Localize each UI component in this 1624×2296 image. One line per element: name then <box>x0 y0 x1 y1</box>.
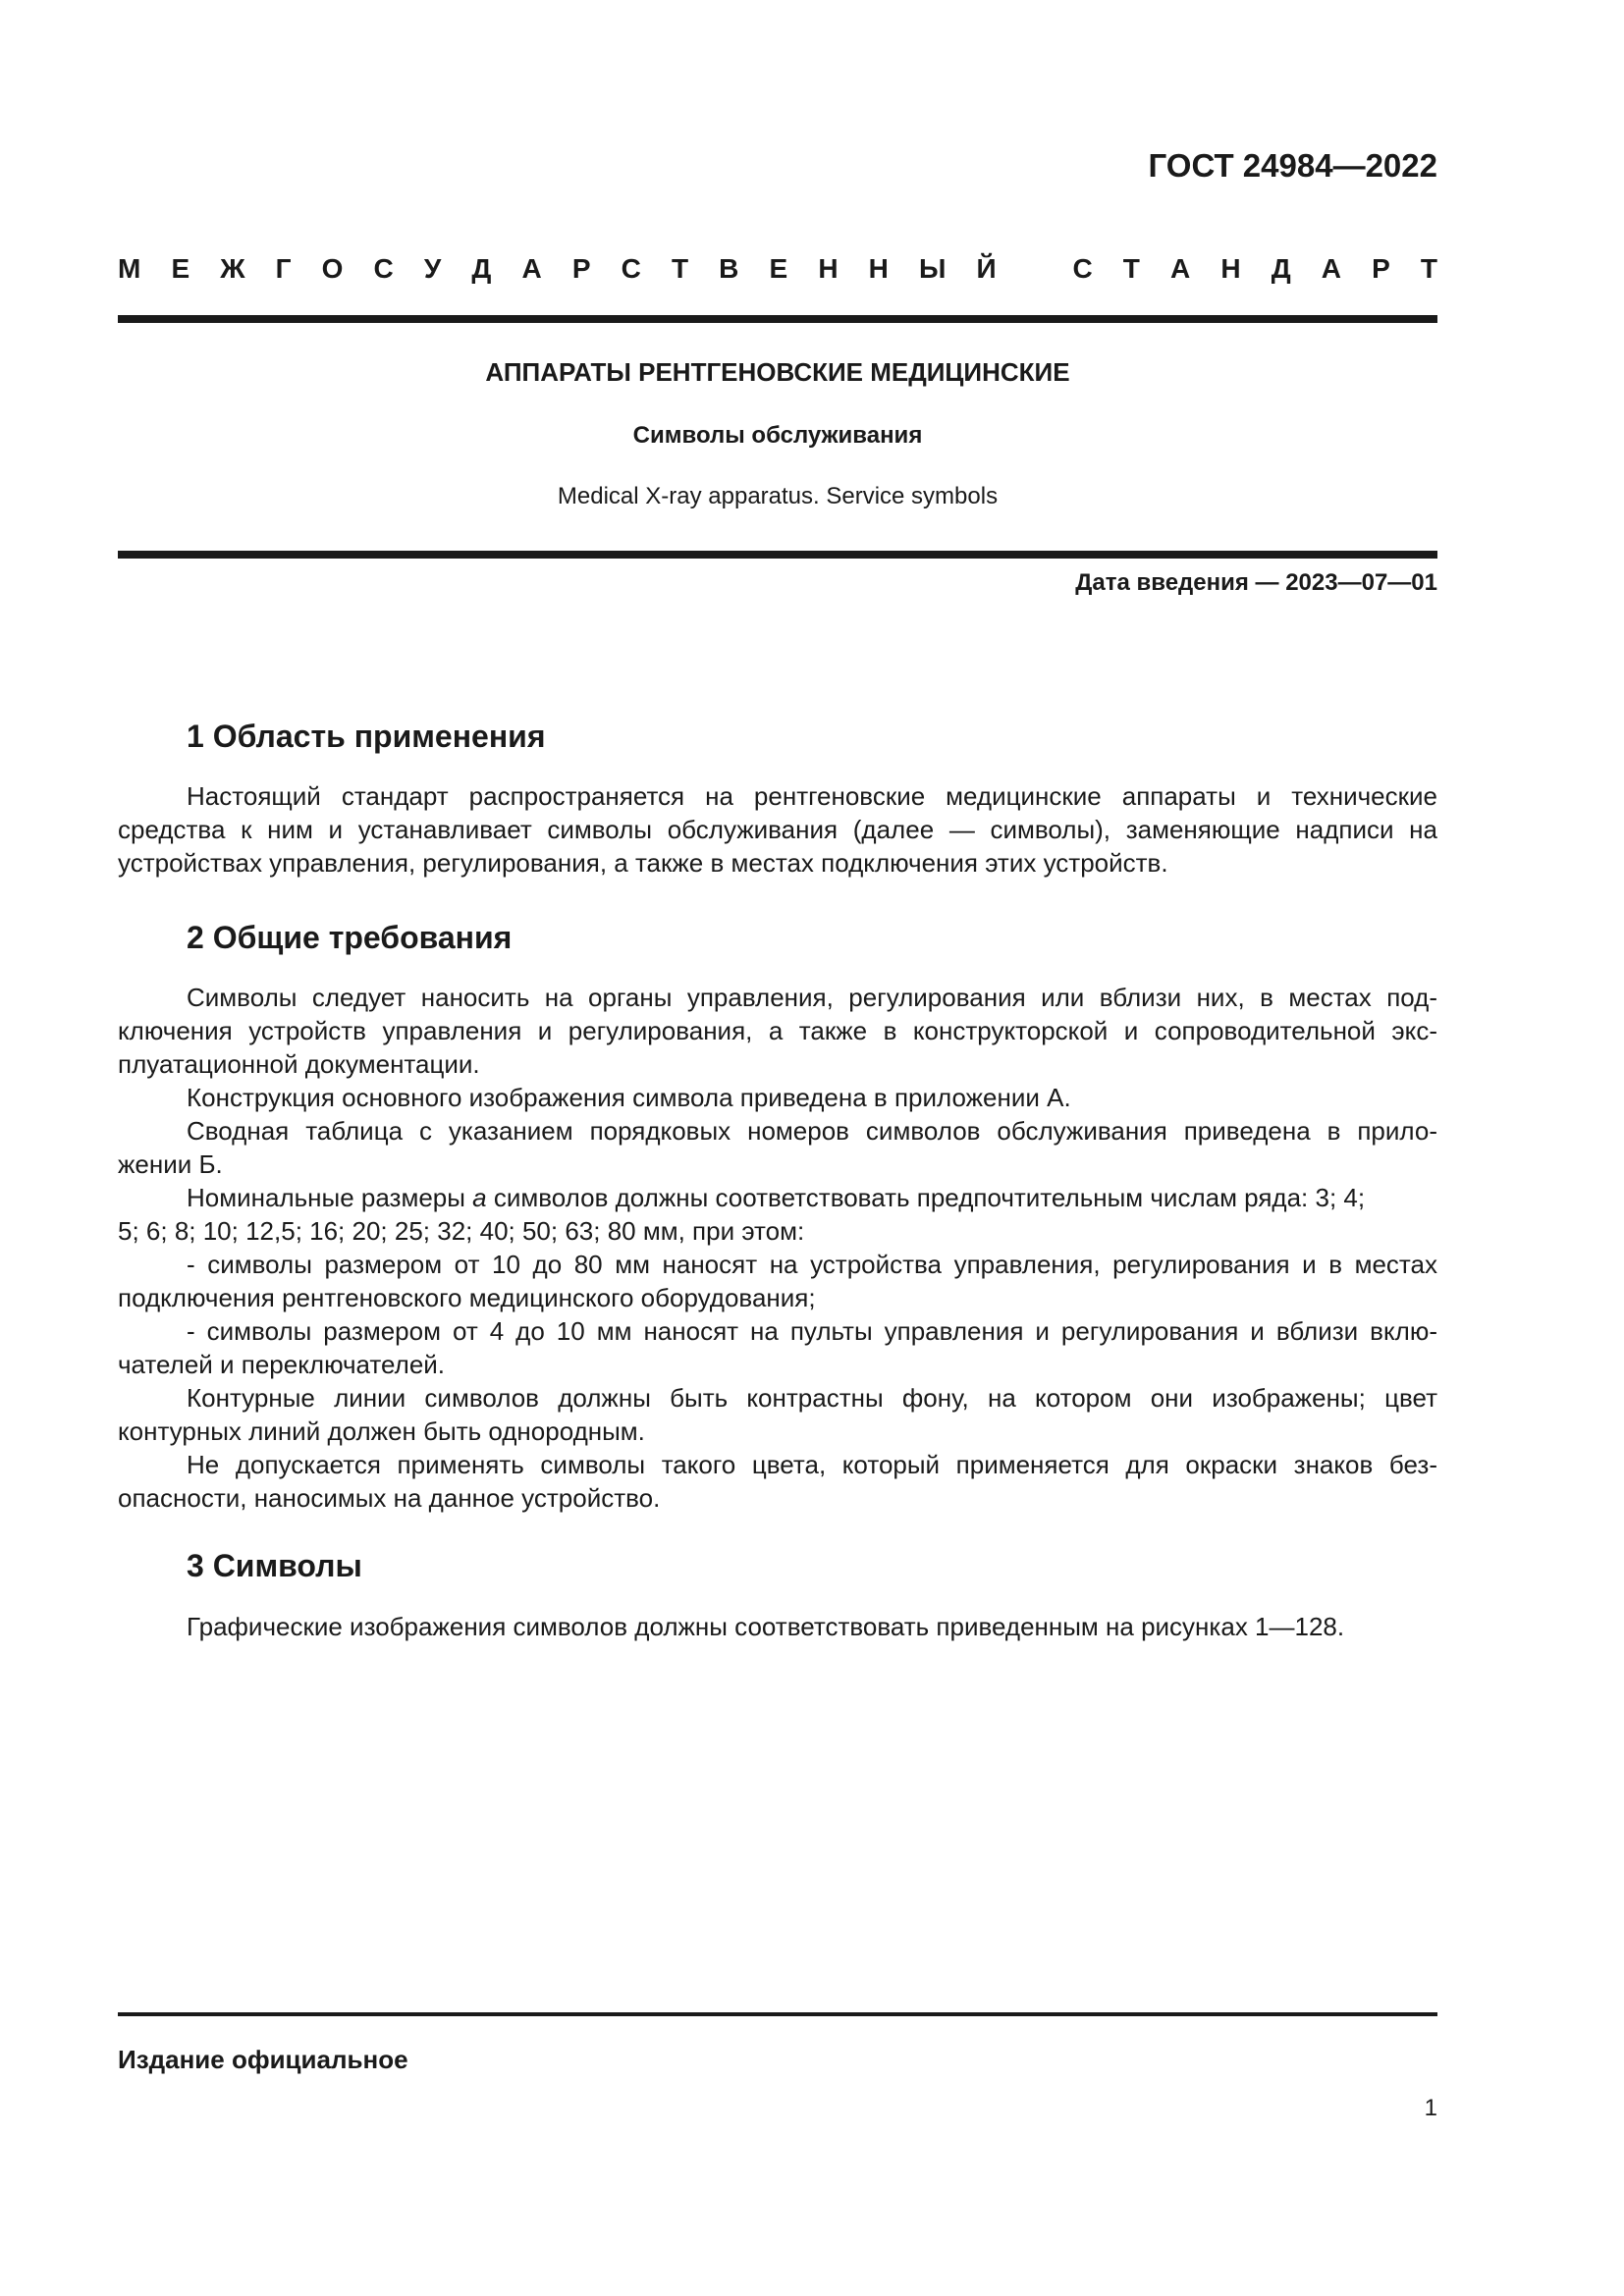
banner-letter: С <box>373 253 394 284</box>
variable-a: а <box>472 1183 487 1212</box>
document-subtitle: Символы обслуживания <box>632 422 923 449</box>
section-heading: 1 Область применения <box>187 719 546 754</box>
banner-letter: Д <box>471 253 492 284</box>
banner-letter: Е <box>769 253 788 284</box>
banner-letter: М <box>118 253 141 284</box>
footer-rule <box>118 2012 1437 2016</box>
banner-letter: Р <box>1372 253 1390 284</box>
banner-letter: Д <box>1271 253 1291 284</box>
section-heading: 2 Общие требования <box>187 920 513 955</box>
banner-letter: Н <box>1220 253 1241 284</box>
paragraph-line: плуатационной документации. <box>118 1049 480 1079</box>
banner-letter: С <box>621 253 641 284</box>
banner-letter: Т <box>1420 253 1437 284</box>
banner-letter: О <box>321 253 344 284</box>
document-title: АППАРАТЫ РЕНТГЕНОВСКИЕ МЕДИЦИНСКИЕ <box>485 357 1070 387</box>
banner-letter: А <box>521 253 542 284</box>
banner-letter: Й <box>976 253 997 284</box>
banner-letter: У <box>423 253 442 284</box>
list-item-line: чателей и переключателей. <box>118 1350 446 1379</box>
title-bottom-rule <box>118 551 1437 559</box>
paragraph-line: Контурные линии символов должны быть контрастны фону, на котором они изображены; цвет <box>187 1383 1437 1413</box>
banner-letter: Ы <box>919 253 947 284</box>
banner-letter: В <box>719 253 739 284</box>
banner-letter: С <box>1072 253 1093 284</box>
list-item-line: - символы размером от 4 до 10 мм наносят на пульты управления и регулирования и вблизи вклю- <box>187 1316 1437 1346</box>
paragraph-line: Сводная таблица с указанием порядковых номеров символов обслуживания приведена в прило- <box>187 1116 1437 1146</box>
paragraph-line: Графические изображения символов должны соответствовать приведенным на рисунках 1—128. <box>187 1612 1345 1641</box>
standard-banner <box>118 253 1437 285</box>
text-run: символов должны соответствовать предпочтительным числам ряда: 3; 4; <box>486 1183 1366 1212</box>
banner-letter: А <box>1170 253 1191 284</box>
paragraph-line: контурных линий должен быть однородным. <box>118 1416 645 1446</box>
banner-letter: Т <box>1122 253 1140 284</box>
document-number: ГОСТ 24984—2022 <box>1148 147 1437 184</box>
banner-letter <box>1027 253 1043 285</box>
english-title: Medical X-ray apparatus. Service symbols <box>557 483 999 509</box>
paragraph-line: средства к ним и устанавливает символы обслуживания (далее — символы), заменяющие надписи на <box>118 815 1437 844</box>
paragraph-line: жении Б. <box>118 1149 223 1179</box>
banner-letter: Т <box>671 253 689 284</box>
banner-letter: Р <box>571 253 591 284</box>
page-number: 1 <box>1424 2095 1437 2121</box>
introduction-date: Дата введения — 2023—07—01 <box>1075 569 1437 596</box>
paragraph-line: Не допускается применять символы такого цвета, который применяется для окраски знаков без- <box>187 1450 1437 1479</box>
banner-letter: А <box>1321 253 1341 284</box>
banner-letter: Г <box>275 253 292 284</box>
banner-letter: Н <box>868 253 889 284</box>
paragraph-line: ключения устройств управления и регулирования, а также в конструкторской и сопроводительной экс- <box>118 1016 1437 1045</box>
edition-label: Издание официальное <box>118 2045 408 2074</box>
list-item-line: - символы размером от 10 до 80 мм наносят на устройства управления, регулирования и в местах <box>187 1250 1437 1279</box>
paragraph-line: Конструкция основного изображения символа приведена в приложении А. <box>187 1083 1071 1112</box>
text-run: Номинальные размеры <box>187 1183 473 1212</box>
banner-letter: Ж <box>220 253 245 284</box>
section-heading: 3 Символы <box>187 1548 362 1583</box>
list-item-line: подключения рентгеновского медицинского оборудования; <box>118 1283 816 1312</box>
paragraph-line: Настоящий стандарт распространяется на рентгеновские медицинские аппараты и технические <box>187 781 1437 811</box>
paragraph-line: опасности, наносимых на данное устройство. <box>118 1483 661 1513</box>
banner-letter: Е <box>171 253 190 284</box>
paragraph-line <box>187 1183 1437 1212</box>
paragraph-line: Символы следует наносить на органы управления, регулирования или вблизи них, в местах под- <box>187 983 1437 1012</box>
top-rule <box>118 315 1437 323</box>
paragraph-line: 5; 6; 8; 10; 12,5; 16; 20; 25; 32; 40; 50; 63; 80 мм, при этом: <box>118 1216 805 1246</box>
paragraph-line: устройствах управления, регулирования, а также в местах подключения этих устройств. <box>118 848 1168 878</box>
banner-letter: Н <box>818 253 839 284</box>
